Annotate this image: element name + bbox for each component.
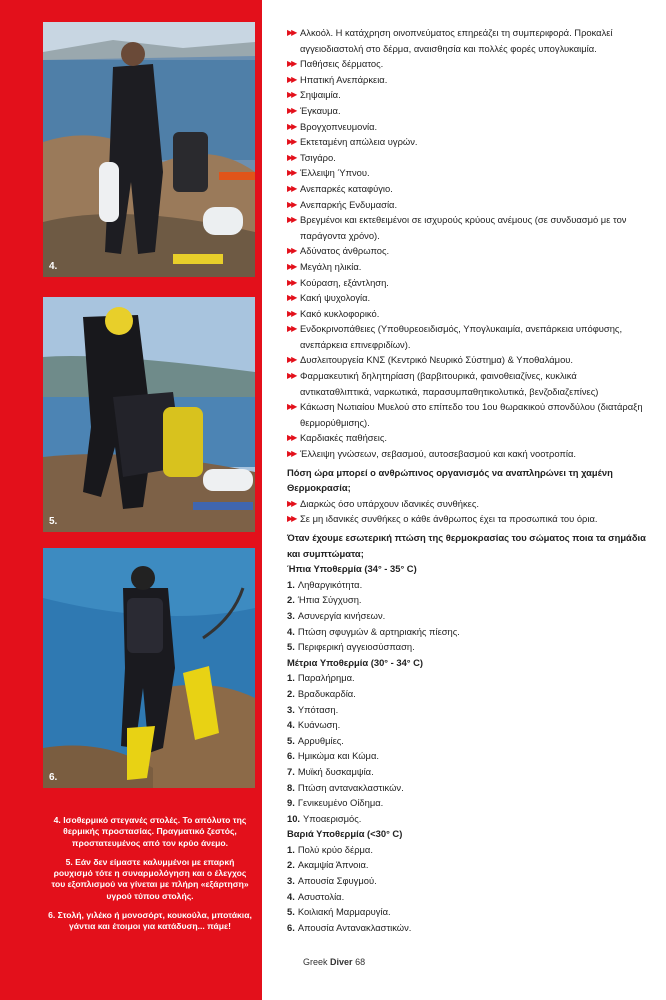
symptom-item [287, 873, 647, 889]
page-footer [303, 957, 365, 967]
bullet-item [287, 87, 647, 103]
symptom-text: Ληθαργικότητα. [297, 578, 363, 590]
symptom-item [287, 639, 647, 655]
symptom-number: 1. [287, 578, 295, 590]
bullet-text: Ανεπαρκές καταφύγιο. [300, 182, 393, 194]
bullet-text: Ηπατική Ανεπάρκεια. [300, 73, 388, 85]
bullet-item [287, 72, 647, 88]
caption-5: 5. Εάν δεν είμαστε καλυμμένοι με επαρκή ρουχισμό τότε η συναρμολόγηση και ο έλεγχος του εξοπλισμού να γίνεται με πλήρη «εξάρτηση» υγρού τύπου στολής. [51, 856, 249, 901]
page-number: 68 [355, 957, 366, 967]
symptom-number: 2. [287, 687, 295, 699]
bullet-item [287, 290, 647, 306]
bullet-item [287, 150, 647, 166]
stage-heading: Μέτρια Υποθερμία (30° - 34° C) [287, 656, 424, 668]
arrow-bullet-icon: ▶▶ [287, 183, 296, 193]
symptom-item [287, 842, 647, 858]
bullet-text: Διαρκώς όσο υπάρχουν ιδανικές συνθήκες. [300, 497, 479, 509]
symptom-number: 4. [287, 719, 295, 731]
symptom-item [287, 577, 647, 593]
red-sidebar [0, 0, 262, 1000]
bullet-item [287, 165, 647, 181]
bullet-text: Έγκαυμα. [300, 104, 341, 116]
symptom-number: 9. [287, 797, 295, 809]
arrow-bullet-icon: ▶▶ [287, 137, 296, 147]
bullet-text: Τσιγάρο. [300, 151, 336, 163]
symptom-number: 3. [287, 875, 295, 887]
bullet-text: Ενδοκρινοπάθειες (Υποθυρεοειδισμός, Υπογλυκαιμία, ανεπάρκεια υπόφυσης, ανεπάρκεια επινεφριδίων). [300, 323, 623, 350]
symptom-item [287, 889, 647, 905]
bullet-text: Εκτεταμένη απώλεια υγρών. [300, 136, 418, 148]
arrow-bullet-icon: ▶▶ [287, 449, 296, 459]
bullet-item [287, 119, 647, 135]
photo-5 [43, 297, 255, 532]
symptom-number: 6. [287, 750, 295, 762]
symptom-item [287, 920, 647, 936]
bullet-item [287, 446, 647, 462]
question-heading-1: Πόση ώρα μπορεί ο ανθρώπινος οργανισμός να αναπληρώνει τη χαμένη Θερμοκρασία; [287, 466, 613, 494]
bullet-text: Δυσλειτουργεία ΚΝΣ (Κεντρικό Νευρικό Σύστημα) & Υποθαλάμου. [300, 354, 574, 366]
arrow-bullet-icon: ▶▶ [287, 90, 296, 100]
bullet-item [287, 352, 647, 368]
bullet-text: Έλλειψη γνώσεων, σεβασμού, αυτοσεβασμού και κακή νοοτροπία. [300, 448, 576, 460]
arrow-bullet-icon: ▶▶ [287, 293, 296, 303]
symptom-text: Απουσία Αντανακλαστικών. [297, 921, 412, 933]
arrow-bullet-icon: ▶▶ [287, 59, 296, 69]
bullet-text: Αλκοόλ. Η κατάχρηση οινοπνεύματος επηρεάζει τη συμπεριφορά. Προκαλεί αγγειοδιαστολή στο δέρμα, αναισθησία και πολλές φορές υπογλυκαιμία. [300, 27, 613, 54]
arrow-bullet-icon: ▶▶ [287, 261, 296, 271]
photo-captions [47, 815, 253, 941]
stage-heading: Βαριά Υποθερμία (<30° C) [287, 828, 403, 840]
arrow-bullet-icon: ▶▶ [287, 199, 296, 209]
bullet-text: Κακή ψυχολογία. [300, 292, 371, 304]
bullet-text: Ανεπαρκής Ενδυμασία. [300, 198, 398, 210]
symptom-number: 6. [287, 921, 295, 933]
hypothermia-stages [287, 561, 647, 935]
symptom-item [287, 608, 647, 624]
symptom-text: Υπόταση. [297, 703, 339, 715]
bullet-text: Κακό κυκλοφορικό. [300, 307, 380, 319]
symptom-item [287, 811, 647, 827]
bullet-item [287, 212, 647, 243]
symptom-text: Περιφερική αγγειοσύσπαση. [297, 641, 415, 653]
bullet-text: Κάκωση Νωτιαίου Μυελού στο επίπεδο του 1ου θωρακικού σπονδύλου (διατάραξη θερμορύθμισης). [300, 401, 643, 428]
bullet-text: Κούραση, εξάντληση. [300, 276, 389, 288]
symptom-number: 2. [287, 594, 295, 606]
symptom-number: 5. [287, 906, 295, 918]
symptom-item [287, 686, 647, 702]
footer-prefix: Greek [303, 957, 328, 967]
bullet-item [287, 306, 647, 322]
bullet-text: Βρογχοπνευμονία. [300, 120, 378, 132]
symptom-item [287, 795, 647, 811]
symptom-item [287, 764, 647, 780]
bullet-item [287, 496, 647, 512]
symptom-number: 1. [287, 672, 295, 684]
bullet-item [287, 511, 647, 527]
symptom-item [287, 748, 647, 764]
symptom-text: Υποαερισμός. [303, 812, 362, 824]
symptom-text: Κυάνωση. [297, 719, 341, 731]
symptom-text: Ασυστολία. [297, 890, 345, 902]
bullet-item [287, 181, 647, 197]
symptom-number: 5. [287, 641, 295, 653]
photo-number: 4. [49, 261, 58, 272]
photo-number: 5. [49, 516, 58, 527]
bullet-text: Φαρμακευτική δηλητηρίαση (βαρβιτουρικά, φαινοθειαζίνες, κυκλικά αντικαταθλιπτικά, ναρκωτικά, παρασυμπαθητικολυτικά, βενζοδιαζεπίνες) [300, 370, 599, 397]
caption-4: 4. Ισοθερμικό στεγανές στολές. Το απόλυτο της θερμικής προστασίας. Πραγματικό ζεστός, προστατευμένος από τον κρύο άνεμο. [53, 815, 247, 848]
bullet-item [287, 56, 647, 72]
arrow-bullet-icon: ▶▶ [287, 371, 296, 381]
bullet-item [287, 197, 647, 213]
bullet-item [287, 243, 647, 259]
symptom-number: 2. [287, 859, 295, 871]
symptom-text: Γενικευμένο Οίδημα. [297, 797, 384, 809]
symptom-number: 4. [287, 625, 295, 637]
symptom-text: Πτώση αντανακλαστικών. [297, 781, 404, 793]
arrow-bullet-icon: ▶▶ [287, 308, 296, 318]
symptom-number: 3. [287, 703, 295, 715]
arrow-bullet-icon: ▶▶ [287, 28, 296, 37]
arrow-bullet-icon: ▶▶ [287, 74, 296, 84]
bullet-item [287, 103, 647, 119]
symptom-item [287, 857, 647, 873]
symptom-text: Κοιλιακή Μαρμαρυγία. [297, 906, 391, 918]
arrow-bullet-icon: ▶▶ [287, 355, 296, 365]
symptom-item [287, 780, 647, 796]
bullet-item [287, 399, 647, 430]
arrow-bullet-icon: ▶▶ [287, 121, 296, 131]
bullet-text: Μεγάλη ηλικία. [300, 260, 362, 272]
symptom-item [287, 670, 647, 686]
symptom-text: Πτώση σφυγμών & αρτηριακής πίεσης. [297, 625, 460, 637]
symptom-item [287, 904, 647, 920]
bullet-text: Παθήσεις δέρματος. [300, 58, 384, 70]
stage-heading: Ήπια Υποθερμία (34° - 35° C) [287, 563, 417, 575]
symptom-item [287, 733, 647, 749]
bullet-item [287, 25, 647, 56]
symptom-text: Παραλήρημα. [297, 672, 355, 684]
footer-brand: Diver [330, 957, 353, 967]
risk-factor-list [287, 25, 647, 462]
arrow-bullet-icon: ▶▶ [287, 105, 296, 115]
symptom-item [287, 592, 647, 608]
symptom-number: 4. [287, 890, 295, 902]
symptom-number: 1. [287, 843, 295, 855]
symptom-item [287, 624, 647, 640]
symptom-number: 3. [287, 609, 295, 621]
bullet-item [287, 430, 647, 446]
article-text [287, 25, 647, 935]
arrow-bullet-icon: ▶▶ [287, 215, 296, 225]
symptom-text: Ήπια Σύγχυση. [297, 594, 362, 606]
symptom-text: Πολύ κρύο δέρμα. [297, 843, 373, 855]
arrow-bullet-icon: ▶▶ [287, 498, 296, 508]
bullet-text: Σηψαιμία. [300, 89, 341, 101]
question-heading-2: Όταν έχουμε εσωτερική πτώση της θερμοκρασίας του σώματος ποια τα σημάδια και συμπτώματα; [287, 532, 646, 559]
symptom-item [287, 717, 647, 733]
bullet-item [287, 275, 647, 291]
bullet-item [287, 321, 647, 352]
bullet-text: Καρδιακές παθήσεις. [300, 432, 387, 444]
arrow-bullet-icon: ▶▶ [287, 152, 296, 162]
photo-4 [43, 22, 255, 277]
answer-list [287, 496, 647, 527]
photo-number: 6. [49, 772, 58, 783]
symptom-item [287, 702, 647, 718]
arrow-bullet-icon: ▶▶ [287, 277, 296, 287]
symptom-number: 5. [287, 734, 295, 746]
arrow-bullet-icon: ▶▶ [287, 246, 296, 256]
bullet-item [287, 134, 647, 150]
symptom-text: Ασυνεργία κινήσεων. [297, 609, 386, 621]
arrow-bullet-icon: ▶▶ [287, 168, 296, 178]
symptom-text: Ακαμψία Άπνοια. [297, 859, 369, 871]
bullet-text: Βρεγμένοι και εκτεθειμένοι σε ισχυρούς κρύους ανέμους (σε συνδυασμό με τον παράγοντα χρόνο). [300, 214, 627, 241]
caption-6: 6. Στολή, γιλέκο ή μονοσόρτ, κουκούλα, μποτάκια, γάντια και έτοιμοι για κατάδυση... πάμε! [48, 910, 252, 932]
symptom-text: Ημικώμα και Κώμα. [297, 750, 379, 762]
bullet-text: Αδύνατος άνθρωπος. [300, 245, 390, 257]
bullet-item [287, 259, 647, 275]
arrow-bullet-icon: ▶▶ [287, 402, 296, 412]
arrow-bullet-icon: ▶▶ [287, 433, 296, 443]
bullet-item [287, 368, 647, 399]
bullet-text: Έλλειψη Ύπνου. [300, 167, 370, 179]
symptom-text: Απουσία Σφυγμού. [297, 875, 377, 887]
symptom-number: 7. [287, 765, 295, 777]
symptom-text: Αρρυθμίες. [297, 734, 344, 746]
symptom-text: Μυϊκή δυσκαμψία. [297, 765, 374, 777]
symptom-text: Βραδυκαρδία. [297, 687, 356, 699]
photo-6 [43, 548, 255, 788]
arrow-bullet-icon: ▶▶ [287, 514, 296, 524]
arrow-bullet-icon: ▶▶ [287, 324, 296, 334]
symptom-number: 8. [287, 781, 295, 793]
symptom-number: 10. [287, 812, 301, 824]
bullet-text: Σε μη ιδανικές συνθήκες ο κάθε άνθρωπος έχει τα προσωπικά του όρια. [300, 513, 598, 525]
